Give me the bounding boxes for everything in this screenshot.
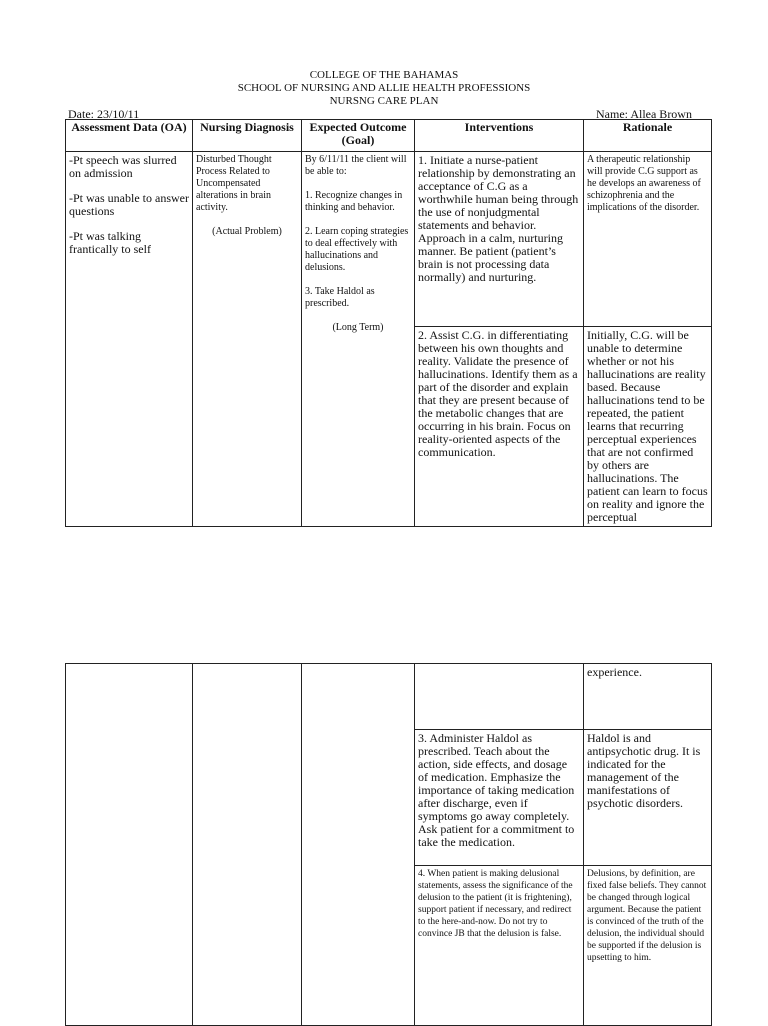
column-diagnosis: Nursing Diagnosis xyxy=(193,120,302,152)
outcome-goal: 2. Learn coping strategies to deal effectively with hallucinations and delusions. xyxy=(305,226,409,273)
school-title: SCHOOL OF NURSING AND ALLIE HEALTH PROFESSIONS xyxy=(237,82,531,94)
table-header-row xyxy=(66,120,712,152)
rationale-3: Haldol is and antipsychotic drug. It is indicated for the management of the manifestations of psychotic disorders. xyxy=(584,730,712,866)
assessment-item: -Pt speech was slurred on admission xyxy=(69,153,177,180)
column-rationale: Rationale xyxy=(584,120,712,152)
intervention-1: 1. Initiate a nurse-patient relationship by demonstrating an acceptance of C.G as a worthwhile human being through the use of nonjudgmental statements and behavior. Approach in a calm, nurturing manner. Be patient (patient’s brain is not processing data normally) and nurturing. xyxy=(415,152,584,327)
assessment-cell xyxy=(66,152,193,527)
column-interventions: Interventions xyxy=(415,120,584,152)
rationale-1: A therapeutic relationship will provide C.G support as he develops an awareness of schizophrenia and the implications of the disorder. xyxy=(584,152,712,327)
student-name: Name: Allea Brown xyxy=(596,107,692,121)
intervention-4: 4. When patient is making delusional statements, assess the significance of the delusion to the patient (it is frightening), support patient if necessary, and redirect to the here-and-now. Do not try to convince JB that the delusion is false. xyxy=(415,866,584,1026)
rationale-2: Initially, C.G. will be unable to determine whether or not his hallucinations are reality based. Because hallucinations tend to be repeated, the patient learns that recurring perceptual experiences that are not confirmed by others are hallucinations. The patient can learn to focus on reality and ignore the perceptual xyxy=(584,327,712,527)
intervention-cell-empty xyxy=(415,664,584,730)
column-outcome: Expected Outcome (Goal) xyxy=(302,120,415,152)
outcome-intro: By 6/11/11 the client will be able to: xyxy=(305,154,407,177)
diagnosis-cell xyxy=(193,152,302,527)
outcome-term: (Long Term) xyxy=(332,322,384,333)
care-plan-table-page2 xyxy=(65,663,712,1026)
outcome-cell xyxy=(302,152,415,527)
date-field: Date: 23/10/11 xyxy=(68,107,140,121)
diagnosis-cell-empty xyxy=(193,664,302,1026)
diagnosis-text: Disturbed Thought Process Related to Uncompensated alterations in brain activity. xyxy=(196,154,272,213)
diagnosis-type: (Actual Problem) xyxy=(212,226,282,237)
table-row xyxy=(66,152,712,327)
column-assessment: Assessment Data (OA) xyxy=(66,120,193,152)
college-title: COLLEGE OF THE BAHAMAS xyxy=(309,69,459,81)
outcome-goal: 1. Recognize changes in thinking and behavior. xyxy=(305,190,403,213)
intervention-2: 2. Assist C.G. in differentiating between his own thoughts and reality. Validate the presence of hallucinations. Identify them as a part of the disorder and explain that they are present because of the metabolic changes that are occurring in his brain. Focus on reality-oriented aspects of the communication. xyxy=(415,327,584,527)
outcome-cell-empty xyxy=(302,664,415,1026)
rationale-2-continued: experience. xyxy=(584,664,712,730)
rationale-4: Delusions, by definition, are fixed false beliefs. They cannot be changed through logical argument. Because the patient is convinced of the truth of the delusion, the individual should be supported if the delusion is upsetting to him. xyxy=(584,866,712,1026)
outcome-goal: 3. Take Haldol as prescribed. xyxy=(305,286,375,309)
assessment-item: -Pt was talking frantically to self xyxy=(69,229,151,256)
care-plan-table-page1 xyxy=(65,119,712,527)
intervention-3: 3. Administer Haldol as prescribed. Teach about the action, side effects, and dosage of medication. Emphasize the importance of taking medication after discharge, even if symptoms go away completely. Ask patient for a commitment to take the medication. xyxy=(415,730,584,866)
table-row xyxy=(66,664,712,730)
assessment-item: -Pt was unable to answer questions xyxy=(69,191,189,218)
document-title: NURSNG CARE PLAN xyxy=(329,95,439,107)
assessment-cell-empty xyxy=(66,664,193,1026)
